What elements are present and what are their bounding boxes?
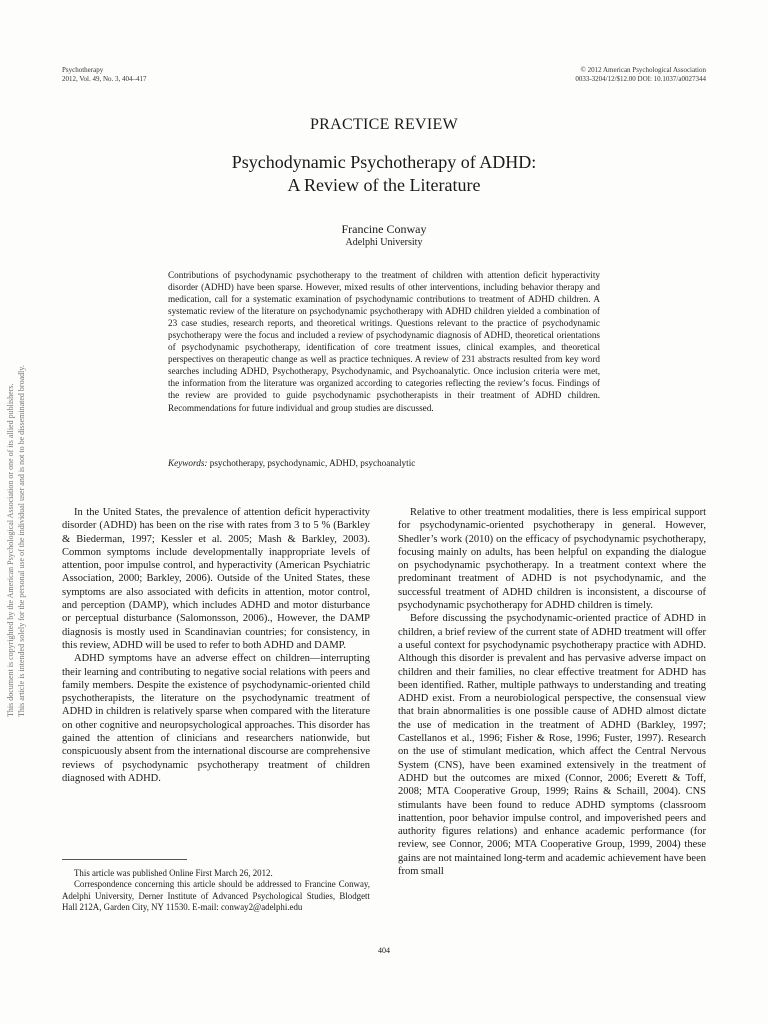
page-number: 404 [378,946,390,955]
author-name: Francine Conway [341,222,427,236]
copyright-line: © 2012 American Psychological Association [580,66,706,74]
article-title-line2: A Review of the Literature [287,175,481,195]
keywords-text: psychotherapy, psychodynamic, ADHD, psychoanalytic [207,458,416,468]
body-column-left [62,506,370,785]
article-title [0,151,768,197]
journal-name: Psychotherapy [62,66,104,74]
footnote-divider [62,859,187,860]
keywords-label: Keywords: [168,458,208,468]
paragraph: In the United States, the prevalence of attention deficit hyperactivity disorder (ADHD) has been on the rise with rates from 3 to 5 % (Barkley & Biederman, 1997; Kessler et al. 2005; Mash & Barkley, 2003). Common symptoms include developmentally inappropriate levels of attention, poor impulse control, and hyperactivity (American Psychiatric Association, 2000; Barkley, 2006). Outside of the United States, these symptoms are also associated with deficits in attention, motor control, and perception (DAMP), which includes ADHD and motor disturbance or perceptual disturbance (Salomonsson, 2006)., However, the DAMP diagnosis is mostly used in Scandinavian countries; for consistency, in this review, ADHD will be used to refer to both ADHD and DAMP. [62,507,370,651]
paragraph: Before discussing the psychodynamic-oriented practice of ADHD in children, a brief review of the current state of ADHD treatment will offer a useful context for psychodynamic psychotherapy practice with ADHD. Although this disorder is prevalent and has pervasive adverse impact on children and their families, no clear effective treatment for ADHD has been identified. Rather, multiple pathways to understanding and treating ADHD exist. From a neurobiological perspective, the consensual view that brain abnormalities is one possible cause of ADHD almost dictate the use of medication in the treatment of ADHD (Barkley, 1997; Castellanos et al., 1996; Fisher & Rose, 1996; Fuster, 1997). Research on the use of stimulant medication, which affect the Central Nervous System (CNS), have been examined extensively in the treatment of ADHD but the outcomes are mixed (Connor, 2006; Everett & Toff, 2008; MTA Cooperative Group, 1999; Rains & Schaill, 2004). CNS stimulants have been found to reduce ADHD symptoms (classroom inattention, poor behavior impulse control, and impoverished peers and authority figures relations) and enhance academic performance (for review, see Connor, 2006; MTA Cooperative Group, 1999, 2004) these gains are not maintained long-term and academic achievement have been from small [398,613,706,878]
footnote: Correspondence concerning this article should be addressed to Francine Conway, Adelphi University, Derner Institute of Advanced Psychological Studies, Blodgett Hall 212A, Garden City, NY 11530. E-mail: conway2@adelphi.edu [62,879,370,913]
section-title: PRACTICE REVIEW [309,116,459,133]
journal-volume: 2012, Vol. 49, No. 3, 404–417 [62,75,147,83]
copyright-notice-line1: This document is copyrighted by the American Psychological Association or one of its allied publishers. [6,383,15,717]
paragraph: ADHD symptoms have an adverse effect on children—interrupting their learning and contributing to negative social relations with peers and family members. Despite the existence of psychodynamic-oriented child psychotherapists, the literature on the psychodynamic treatment of ADHD in children is relatively sparse when compared with the literature on other cognitive and neuropsychological approaches. This disorder has gained the attention of clinicians and researchers nationwide, but conspicuously absent from the international discourse are comprehensive reviews of psychodynamic psychotherapy treatment of children diagnosed with ADHD. [62,653,370,784]
abstract: Contributions of psychodynamic psychotherapy to the treatment of children with attention deficit hyperactivity disorder (ADHD) have been sparse. However, mixed results of other interventions, including behavior therapy and medication, call for a systematic examination of psychodynamic contributions to treatment of ADHD children. A systematic review of the literature on psychodynamic psychotherapy with ADHD children yielded a combination of 23 case studies, research reports, and theoretical writings. Questions relevant to the practice of psychodynamic psychotherapy were the focus and included a review of psychodynamic diagnosis of ADHD, theoretical orientations of psychodynamic psychotherapy, identification of core treatment issues, clinical examples, and theoretical perspectives on therapeutic change as well as practice techniques. A review of 231 abstracts resulted from key word searches including ADHD, Psychotherapy, Psychodynamic, and Psychoanalytic. Once inclusion criteria were met, the information from the literature was organized according to categories reflecting the review’s focus. Findings of the review are provided to guide psychodynamic psychotherapists in their treatment of ADHD children. Recommendations for future individual and group studies are discussed. [168,270,600,413]
body-column-right [398,506,706,878]
copyright-info [575,66,706,84]
article-title-line1: Psychodynamic Psychotherapy of ADHD: [231,152,537,172]
paragraph: Relative to other treatment modalities, there is less empirical support for psychodynamic-oriented psychotherapy in general. However, Shedler’s work (2010) on the efficacy of psychodynamic psychotherapy, focusing mainly on adults, has been helpful on expanding the dialogue on psychodynamic psychotherapy. In a treatment context where the predominant treatment of ADHD is not psychodynamic, and the successful treatment of ADHD children is inconsistent, a discourse of psychodynamic psychotherapy for ADHD children is timely. [398,507,706,612]
copyright-notice-line2: This article is intended solely for the personal use of the individual user and is not to be disseminated broadly. [17,365,26,717]
keywords [168,458,600,468]
doi-line: 0033-3204/12/$12.00 DOI: 10.1037/a0027344 [575,75,706,83]
author-affiliation: Adelphi University [345,237,423,248]
footnote: This article was published Online First March 26, 2012. [74,868,273,878]
footnotes [62,868,370,914]
journal-info [62,66,147,84]
